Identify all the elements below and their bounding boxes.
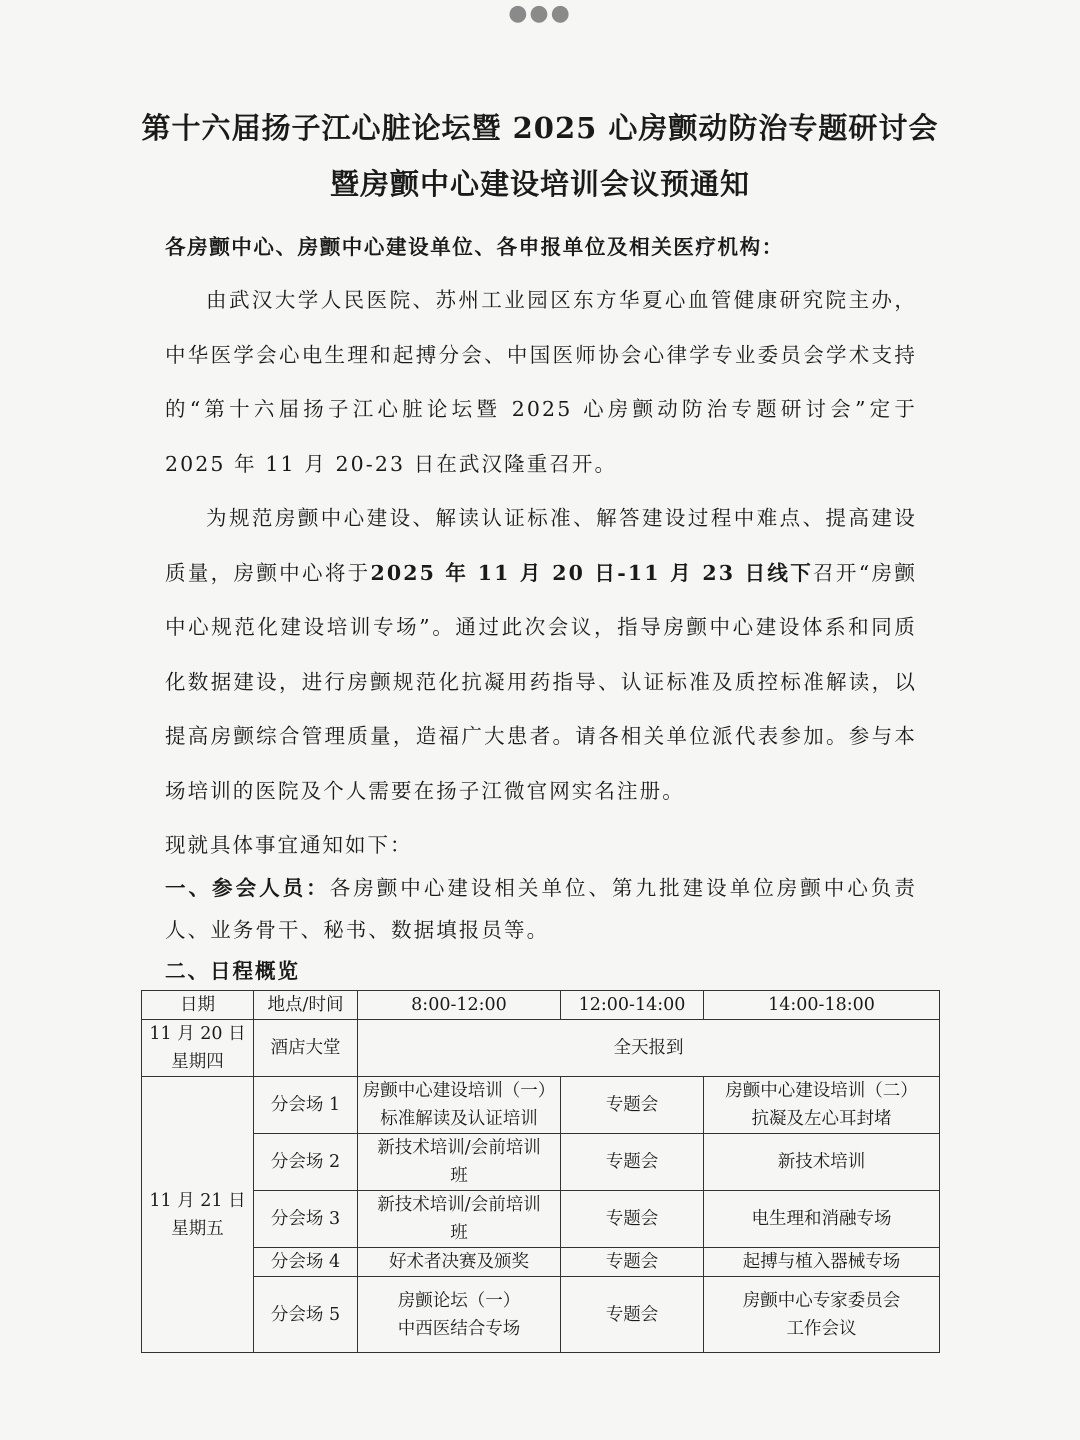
header-morning: 8:00-12:00	[358, 991, 561, 1020]
header-venue-time: 地点/时间	[254, 991, 358, 1020]
schedule-table	[141, 990, 940, 1353]
paragraph-2-text: 为规范房颤中心建设、解读认证标准、解答建设过程中难点、提高建设质量，房颤中心将于	[165, 506, 917, 585]
salutation: 各房颤中心、房颤中心建设单位、各申报单位及相关医疗机构：	[165, 235, 784, 259]
noon-cell: 专题会	[561, 1077, 704, 1134]
section-1	[165, 867, 917, 951]
afternoon-cell: 房颤中心专家委员会 工作会议	[704, 1277, 940, 1353]
section-2-heading: 二、日程概览	[165, 959, 300, 983]
table-row	[142, 1191, 940, 1248]
venue-cell: 分会场 3	[254, 1191, 358, 1248]
venue-cell: 分会场 4	[254, 1248, 358, 1277]
venue-cell: 分会场 1	[254, 1077, 358, 1134]
paragraph-2-text-rest: 召开“房颤中心规范化建设培训专场”。通过此次会议，指导房颤中心建设体系和同质化数据建设，进行房颤规范化抗凝用药指导、认证标准及质控标准解读，以提高房颤综合管理质量，造福广大患者。请各相关单位派代表参加。参与本场培训的医院及个人需要在扬子江微官网实名注册。	[165, 560, 917, 803]
header-date: 日期	[142, 991, 254, 1020]
paragraph-2	[165, 491, 917, 818]
venue-cell: 酒店大堂	[254, 1020, 358, 1077]
all-day-cell: 全天报到	[358, 1020, 940, 1077]
afternoon-cell: 新技术培训	[704, 1134, 940, 1191]
afternoon-cell: 房颤中心建设培训（二） 抗凝及左心耳封堵	[704, 1077, 940, 1134]
table-row	[142, 1077, 940, 1134]
section-1-heading: 一、参会人员：	[165, 876, 330, 900]
noon-cell: 专题会	[561, 1134, 704, 1191]
table-header-row	[142, 991, 940, 1020]
noon-cell: 专题会	[561, 1248, 704, 1277]
paragraph-1: 由武汉大学人民医院、苏州工业园区东方华夏心血管健康研究院主办，中华医学会心电生理和起搏分会、中国医师协会心律学专业委员会学术支持的“第十六届扬子江心脏论坛暨 2025 心房颤动防治专题研讨会”定于 2025 年 11 月 20-23 日在武汉隆重召开。	[165, 288, 917, 476]
noon-cell: 专题会	[561, 1277, 704, 1353]
afternoon-cell: 起搏与植入器械专场	[704, 1248, 940, 1277]
morning-cell: 新技术培训/会前培训 班	[358, 1191, 561, 1248]
table-row	[142, 1020, 940, 1077]
table-row	[142, 1248, 940, 1277]
table-row	[142, 1134, 940, 1191]
morning-cell: 好术者决赛及颁奖	[358, 1248, 561, 1277]
venue-cell: 分会场 5	[254, 1277, 358, 1353]
date-cell: 11 月 20 日 星期四	[142, 1020, 254, 1077]
title-line-2: 暨房颤中心建设培训会议预通知	[329, 167, 750, 201]
notice-intro: 现就具体事宜通知如下：	[165, 833, 413, 857]
morning-cell: 房颤中心建设培训（一） 标准解读及认证培训	[358, 1077, 561, 1134]
noon-cell: 专题会	[561, 1191, 704, 1248]
morning-cell: 新技术培训/会前培训 班	[358, 1134, 561, 1191]
table-row	[142, 1277, 940, 1353]
date-cell: 11 月 21 日 星期五	[142, 1077, 254, 1353]
header-afternoon: 14:00-18:00	[704, 991, 940, 1020]
paragraph-2-date-emphasis: 2025 年 11 月 20 日-11 月 23 日线下	[370, 560, 814, 585]
section-1-text: 各房颤中心建设相关单位、第九批建设单位房颤中心负责人、业务骨干、秘书、数据填报员等。	[165, 876, 917, 942]
afternoon-cell: 电生理和消融专场	[704, 1191, 940, 1248]
header-noon: 12:00-14:00	[561, 991, 704, 1020]
morning-cell: 房颤论坛（一） 中西医结合专场	[358, 1277, 561, 1353]
more-options-icon[interactable]: ●●●	[508, 1, 572, 26]
title-line-1: 第十六届扬子江心脏论坛暨 2025 心房颤动防治专题研讨会	[141, 111, 939, 145]
venue-cell: 分会场 2	[254, 1134, 358, 1191]
